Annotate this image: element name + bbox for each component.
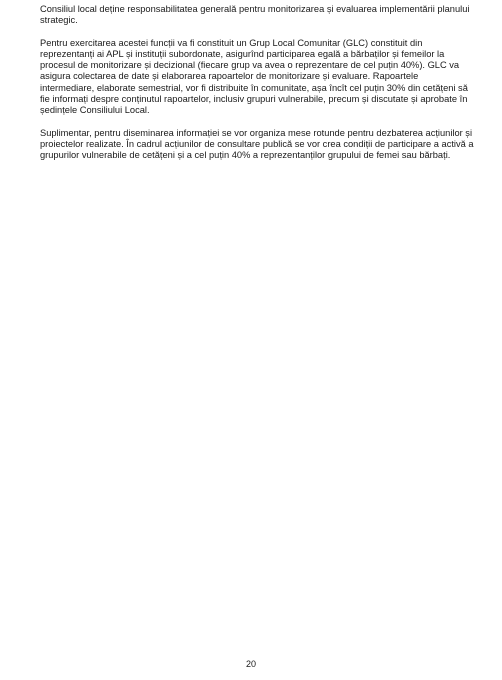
paragraph-community-group: Pentru exercitarea acestei funcții va fi constituit un Grup Local Comunitar (GLC) constituit din reprezentanți ai APL și instituții subordonate, asigurînd participarea egală a bărbaților și femeilor la procesul de monitorizare și decizional (fiecare grup va avea o reprezentare de cel puțin 40%). GLC va asigura colectarea de date și elaborarea rapoartelor de monitorizare și evaluare. Rapoartele intermediare, elaborate semestrial, vor fi distribuite în comunitate, așa încît cel puțin 30% din cetățeni să fie informați despre conținutul rapoartelor, inclusiv grupuri vulnerabile, precum și discutate și aprobate în ședințele Consiliului Local.	[40, 37, 468, 116]
paragraph-monitoring-responsibility: Consiliul local deține responsabilitatea generală pentru monitorizarea și evaluarea implementării planului strategic.	[40, 4, 470, 26]
page-number: 20	[245, 659, 256, 669]
document-body	[40, 4, 474, 173]
paragraph-dissemination: Suplimentar, pentru diseminarea informației se vor organiza mese rotunde pentru dezbaterea acțiunilor și proiectelor realizate. În cadrul acțiunilor de consultare publică se vor crea condiții de participare a activă a grupurilor vulnerabile de cetățeni și a cel puțin 40% a reprezentanților grupului de femei sau bărbați.	[40, 127, 474, 161]
